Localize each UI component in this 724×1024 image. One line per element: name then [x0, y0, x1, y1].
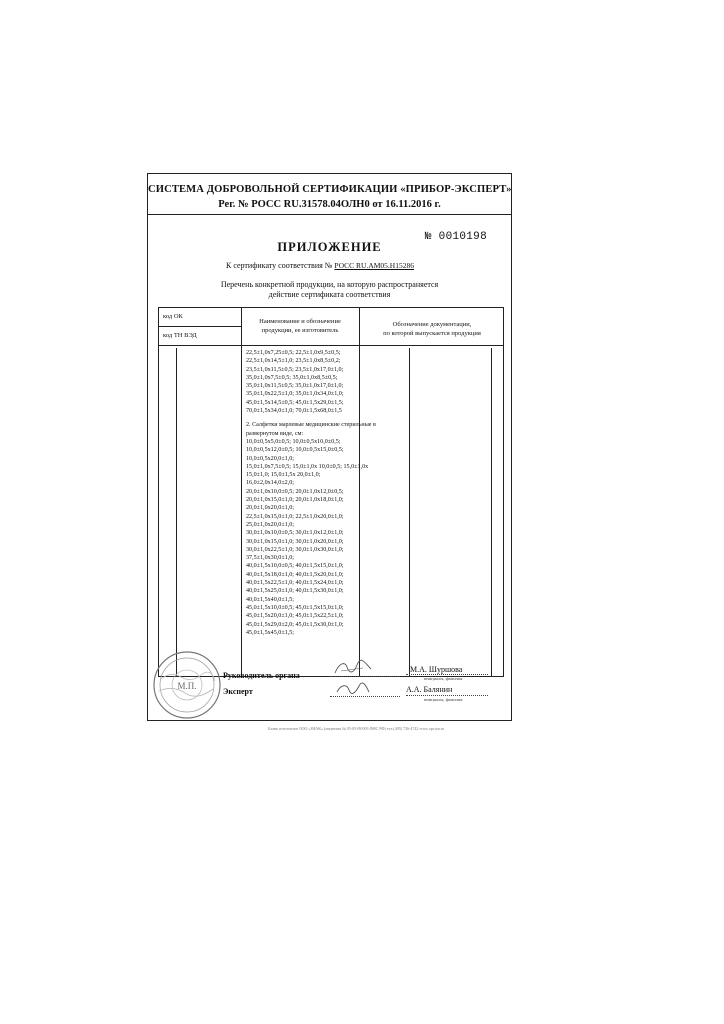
list-item: 40,0±1,5х22,5±1,0; 40,0±1,5х24,0±1,0;	[246, 580, 344, 587]
product-table	[158, 307, 504, 677]
list-item: 2. Салфетки марлевые медицинские стерильные в	[246, 422, 376, 429]
list-item: 45,0±1,5х20,0±1,0; 45,0±1,5х22,5±1,0;	[246, 613, 344, 620]
list-item: развернутом виде, см:	[246, 430, 304, 437]
list-item: 30,0±1,0х22,5±1,0; 30,0±1,0х30,0±1,0;	[246, 546, 344, 553]
list-item: 45,0±1,5х29,0±2,0; 45,0±1,5х30,0±1,0;	[246, 621, 344, 628]
printer-footer: Бланк изготовлен ООО «ЗНАК» (лицензия № 05-05-09/003 ФНС РФ) тел.(495) 726-4742 www.opcion.ru	[268, 726, 445, 731]
list-item: 15,0±1,0; 15,0±1,5х 20,0±1,0;	[246, 472, 321, 479]
list-item: 40,0±1,5х25,0±1,0; 40,0±1,5х30,0±1,0;	[246, 588, 344, 595]
list-item: 45,0±1,5х10,0±0,5; 45,0±1,5х15,0±1,0;	[246, 604, 344, 611]
list-item: 22,5±1,0х15,0±1,0; 22,5±1,0х20,0±1,0;	[246, 513, 344, 520]
list-item: 10,0±0,5х12,0±0,5; 10,0±0,5х15,0±0,5;	[246, 447, 344, 454]
expert-name: А.А. Балянин	[406, 685, 453, 694]
product-list	[246, 349, 401, 637]
col-name-header-line2: продукции, ее изготовитель	[261, 327, 339, 334]
head-name: М.А. Шуршова	[410, 665, 463, 674]
head-label: Руководитель органа	[223, 671, 300, 680]
list-item: 30,0±1,0х10,0±0,5; 30,0±1,0х12,0±1,0;	[246, 530, 344, 537]
expert-signature-line	[330, 696, 400, 697]
col-doc-header	[359, 320, 505, 338]
head-signature-line	[330, 676, 400, 677]
registration-line: Рег. № РОСС RU.31578.04ОЛН0 от 16.11.2016 г.	[218, 199, 441, 210]
list-item: 35,0±1,0х22,5±1,0; 35,0±1,0х34,0±1,0;	[246, 391, 344, 398]
table-row-divider	[159, 326, 241, 327]
list-item: 10,0±0,5х20,0±1,0;	[246, 455, 294, 462]
list-item: 15,0±1,0х7,5±0,5; 15,0±1,0х 10,0±0,5; 15,0±1,0х	[246, 463, 369, 470]
list-item: 45,0±1,5х14,5±0,5; 45,0±1,5х29,0±1,5;	[246, 399, 344, 406]
col-doc-header-line1: Обозначение документации,	[392, 321, 472, 328]
system-heading: СИСТЕМА ДОБРОВОЛЬНОЙ СЕРТИФИКАЦИИ «ПРИБОР-ЭКСПЕРТ»	[148, 184, 512, 195]
official-stamp	[151, 649, 223, 721]
list-item: 70,0±1,5х34,0±1,0; 70,0±1,5х68,0±1,5	[246, 408, 342, 415]
certificate-page	[147, 173, 512, 731]
col-doc-header-line2: по которой выпускается продукция	[383, 330, 481, 337]
expert-label: Эксперт	[223, 687, 253, 696]
list-item: 25,0±1,0х20,0±1,0;	[246, 521, 294, 528]
list-item: 35,0±1,0х11,5±0,5; 35,0±1,0х17,0±1,0;	[246, 383, 344, 390]
document-number: № 0010198	[424, 231, 487, 243]
list-heading-line2: действие сертификата соответствия	[268, 290, 391, 299]
code-ok-label: код ОК	[163, 313, 183, 320]
list-item: 23,5±1,0х11,5±0,5; 23,5±1,0х17,0±1,0;	[246, 366, 344, 373]
stamp-label: М.П.	[177, 681, 197, 691]
list-item: 20,0±1,0х15,0±1,0; 20,0±1,0х18,0±1,0;	[246, 497, 344, 504]
list-item: 40,0±1,5х18,0±1,0; 40,0±1,5х20,0±1,0;	[246, 571, 344, 578]
list-item: 16,0±2,0х14,0±2,0;	[246, 480, 294, 487]
header-divider	[148, 214, 511, 215]
head-name-caption: инициалы, фамилия	[424, 676, 463, 681]
certificate-reference	[226, 261, 414, 270]
list-item: 40,0±1,5х40,0±1,5;	[246, 596, 294, 603]
list-item: 40,0±1,5х10,0±0,5; 40,0±1,5х15,0±1,0;	[246, 563, 344, 570]
code-tnved-label: код ТН ВЭД	[163, 332, 197, 339]
certificate-number: РОСС RU.AM05.H15286	[334, 261, 414, 270]
table-body-divider	[409, 348, 410, 676]
list-item: 22,5±1,0х14,5±1,0; 23,5±1,0х8,5±0,2;	[246, 358, 341, 365]
list-heading-line1: Перечень конкретной продукции, на которую распространяется	[220, 280, 439, 289]
expert-name-line	[406, 695, 488, 696]
list-item: 37,5±1,0х30,0±1,0;	[246, 555, 294, 562]
list-item: 20,0±1,0х20,0±1,0;	[246, 505, 294, 512]
list-item: 22,5±1,0х7,25±0,5; 22,5±1,0х9,5±0,5;	[246, 350, 341, 356]
page-title: ПРИЛОЖЕНИЕ	[277, 240, 382, 254]
list-item: 45,0±1,5х45,0±1,5;	[246, 629, 294, 636]
certificate-prefix: К сертификату соответствия №	[226, 261, 333, 270]
table-body-divider	[241, 348, 242, 676]
expert-name-caption: инициалы, фамилия	[424, 697, 463, 702]
list-item: 35,0±1,0х7,5±0,5; 35,0±1,0х8,5±0,5;	[246, 374, 338, 381]
table-header-divider	[159, 345, 503, 346]
col-name-header	[241, 317, 359, 335]
col-name-header-line1: Наименование и обозначение	[259, 318, 341, 325]
list-item: 10,0±0,5х5,0±0,5; 10,0±0,5х10,0±0,5;	[246, 438, 341, 445]
list-item: 30,0±1,0х15,0±1,0; 30,0±1,0х20,0±1,0;	[246, 538, 344, 545]
list-item: 20,0±1,0х10,0±0,5; 20,0±1,0х12,0±0,5;	[246, 488, 344, 495]
head-name-line	[406, 674, 488, 675]
